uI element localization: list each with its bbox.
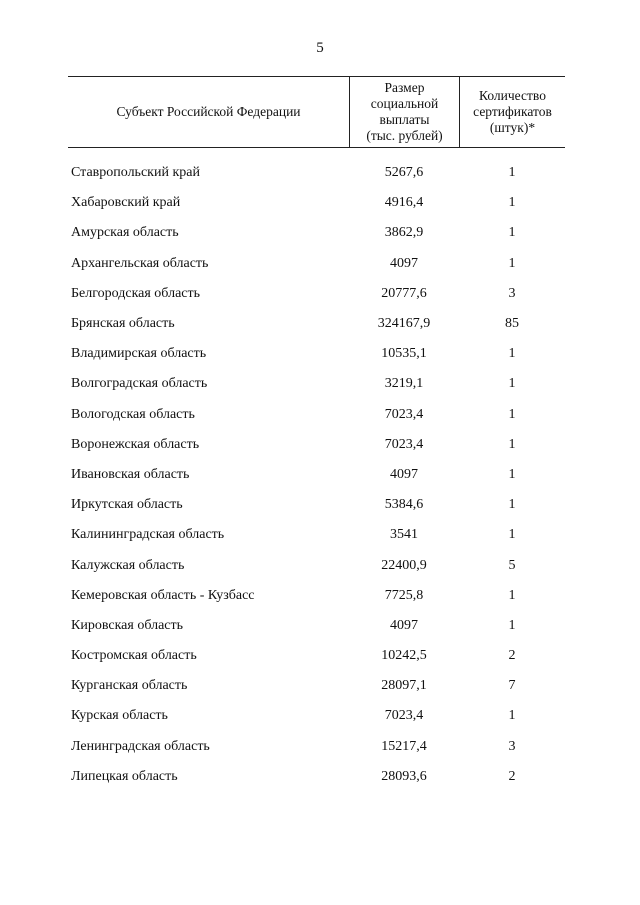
cell-subject: Курская область <box>71 708 168 724</box>
header-subject-label: Субъект Российской Федерации <box>116 104 301 119</box>
cell-payment: 20777,6 <box>381 285 427 301</box>
cell-payment: 3219,1 <box>384 376 424 392</box>
cell-count: 3 <box>508 285 516 301</box>
cell-subject: Калужская область <box>71 557 185 573</box>
cell-count: 1 <box>508 346 516 362</box>
cell-subject: Костромская область <box>71 648 197 664</box>
table-row <box>68 641 565 671</box>
cell-payment: 28097,1 <box>381 678 427 694</box>
table-row <box>68 701 565 731</box>
cell-payment: 5384,6 <box>384 497 424 513</box>
table-row <box>68 309 565 339</box>
cell-payment: 10535,1 <box>381 346 427 362</box>
cell-payment: 10242,5 <box>381 648 427 664</box>
cell-subject: Амурская область <box>71 225 179 241</box>
cell-subject: Ленинградская область <box>71 738 210 754</box>
cell-count: 1 <box>508 708 516 724</box>
cell-subject: Липецкая область <box>71 768 178 784</box>
cell-count: 1 <box>508 497 516 513</box>
cell-count: 1 <box>508 436 516 452</box>
cell-subject: Брянская область <box>71 316 175 332</box>
table-body <box>68 158 565 792</box>
table-row <box>68 550 565 580</box>
cell-count: 2 <box>508 648 516 664</box>
cell-payment: 7023,4 <box>384 436 424 452</box>
cell-count: 3 <box>508 738 516 754</box>
cell-subject: Воронежская область <box>71 436 200 452</box>
cell-subject: Кировская область <box>71 617 184 633</box>
cell-subject: Вологодская область <box>71 406 195 422</box>
cell-count: 1 <box>508 255 516 271</box>
header-payment-label: Размер социальной выплаты (тыс. рублей) <box>366 80 443 143</box>
cell-count: 1 <box>508 195 516 211</box>
table-row <box>68 158 565 188</box>
cell-count: 1 <box>508 165 516 181</box>
cell-payment: 3862,9 <box>384 225 424 241</box>
table-row <box>68 732 565 762</box>
table-row <box>68 671 565 701</box>
table-row <box>68 611 565 641</box>
cell-count: 85 <box>505 316 519 332</box>
header-subject <box>68 77 349 147</box>
cell-count: 1 <box>508 466 516 482</box>
table-row <box>68 279 565 309</box>
table-row <box>68 490 565 520</box>
cell-subject: Ивановская область <box>71 466 190 482</box>
cell-subject: Калининградская область <box>71 527 225 543</box>
table-row <box>68 218 565 248</box>
cell-subject: Архангельская область <box>71 255 209 271</box>
header-payment <box>349 77 460 147</box>
cell-count: 5 <box>508 557 516 573</box>
cell-payment: 4097 <box>390 617 418 633</box>
cell-count: 1 <box>508 376 516 392</box>
header-count <box>460 77 565 147</box>
cell-count: 1 <box>508 225 516 241</box>
cell-payment: 15217,4 <box>381 738 427 754</box>
table-row <box>68 369 565 399</box>
cell-count: 7 <box>508 678 516 694</box>
cell-subject: Ставропольский край <box>71 165 200 181</box>
cell-subject: Белгородская область <box>71 285 201 301</box>
table-header <box>68 76 565 148</box>
table-row <box>68 762 565 792</box>
table-row <box>68 339 565 369</box>
cell-payment: 4916,4 <box>384 195 424 211</box>
header-count-label: Количество сертификатов (штук)* <box>473 88 552 135</box>
table-row <box>68 249 565 279</box>
cell-subject: Владимирская область <box>71 346 207 362</box>
cell-payment: 3541 <box>390 527 418 543</box>
table-row <box>68 400 565 430</box>
cell-count: 1 <box>508 587 516 603</box>
cell-count: 1 <box>508 527 516 543</box>
cell-payment: 324167,9 <box>377 316 431 332</box>
cell-payment: 4097 <box>390 255 418 271</box>
table-row <box>68 430 565 460</box>
cell-payment: 7023,4 <box>384 708 424 724</box>
cell-count: 2 <box>508 768 516 784</box>
cell-subject: Иркутская область <box>71 497 183 513</box>
cell-count: 1 <box>508 406 516 422</box>
cell-subject: Кемеровская область - Кузбасс <box>71 587 255 603</box>
cell-subject: Курганская область <box>71 678 188 694</box>
table-row <box>68 581 565 611</box>
table-row <box>68 520 565 550</box>
cell-payment: 7725,8 <box>384 587 424 603</box>
cell-count: 1 <box>508 617 516 633</box>
page-number: 5 <box>316 40 324 56</box>
cell-payment: 7023,4 <box>384 406 424 422</box>
cell-payment: 22400,9 <box>381 557 427 573</box>
table-row <box>68 460 565 490</box>
cell-payment: 28093,6 <box>381 768 427 784</box>
cell-subject: Волгоградская область <box>71 376 208 392</box>
cell-payment: 5267,6 <box>384 165 424 181</box>
cell-subject: Хабаровский край <box>71 195 181 211</box>
table-row <box>68 188 565 218</box>
cell-payment: 4097 <box>390 466 418 482</box>
